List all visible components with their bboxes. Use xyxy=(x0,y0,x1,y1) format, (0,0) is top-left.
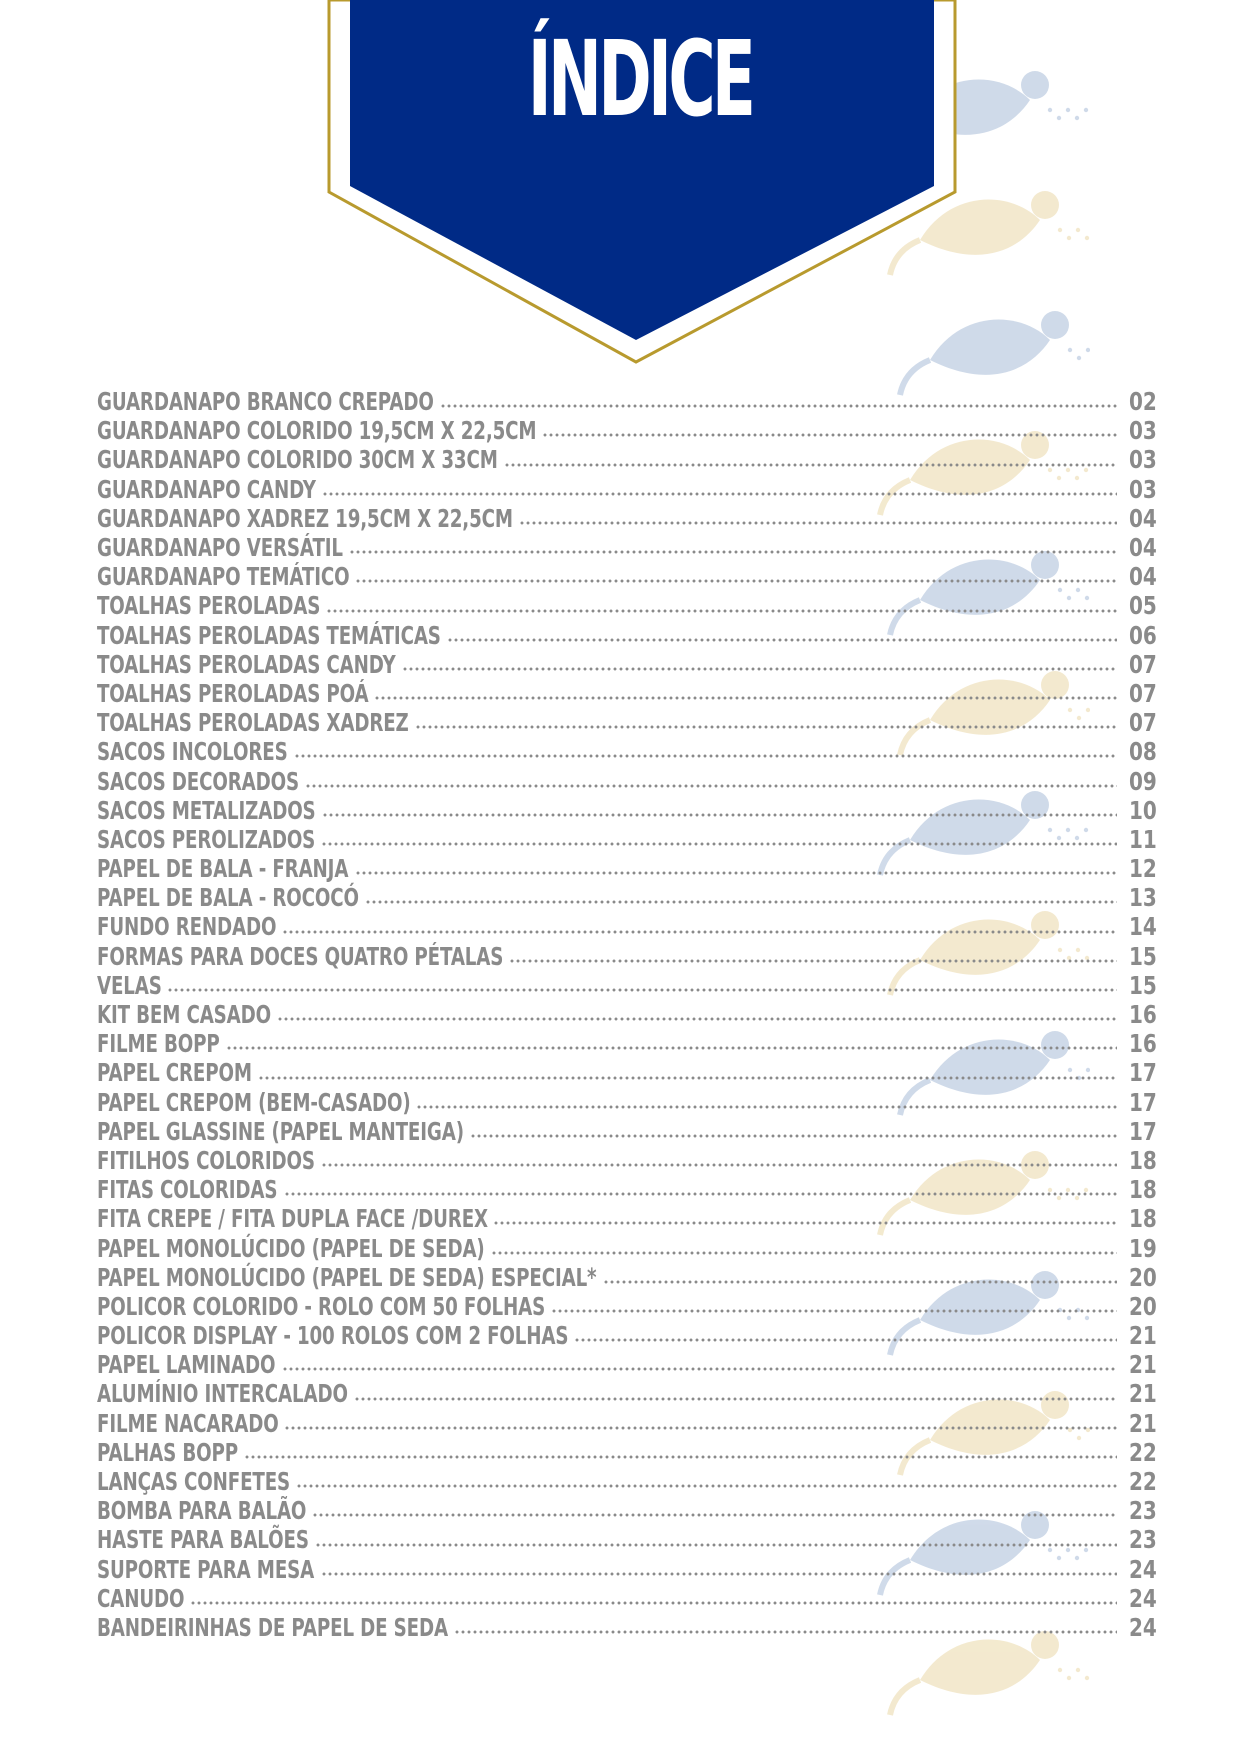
dot-leader xyxy=(447,638,1117,642)
dot-leader xyxy=(542,433,1117,437)
toc-entry-label: PAPEL DE BALA - ROCOCÓ xyxy=(97,883,359,913)
toc-entry-label: PAPEL CREPOM (BEM-CASADO) xyxy=(97,1087,411,1117)
toc-entry xyxy=(97,854,1157,884)
toc-entry xyxy=(97,1029,1157,1059)
dot-leader xyxy=(277,1017,1117,1021)
toc-entry-page: 11 xyxy=(1129,824,1157,854)
toc-entry xyxy=(97,795,1157,825)
toc-entry xyxy=(97,1000,1157,1030)
toc-entry xyxy=(97,1116,1157,1146)
toc-entry xyxy=(97,1291,1157,1321)
toc-entry-page: 03 xyxy=(1129,474,1157,504)
toc-entry-page: 21 xyxy=(1129,1321,1157,1351)
toc-entry xyxy=(97,591,1157,621)
dot-leader xyxy=(312,1513,1117,1517)
toc-entry-page: 24 xyxy=(1129,1583,1157,1613)
toc-entry-page: 17 xyxy=(1129,1116,1157,1146)
toc-entry-label: GUARDANAPO TEMÁTICO xyxy=(97,562,350,592)
toc-entry-page: 21 xyxy=(1129,1379,1157,1409)
dot-leader xyxy=(509,959,1117,963)
toc-entry-label: PALHAS BOPP xyxy=(97,1437,238,1467)
dot-leader xyxy=(305,784,1117,788)
toc-entry xyxy=(97,503,1157,533)
toc-entry-page: 18 xyxy=(1129,1145,1157,1175)
dot-leader xyxy=(294,754,1117,758)
dot-leader xyxy=(321,842,1117,846)
toc-entry-label: SACOS INCOLORES xyxy=(97,737,288,767)
toc-entry xyxy=(97,1262,1157,1292)
toc-entry-page: 15 xyxy=(1129,970,1157,1000)
toc-entry-label: TOALHAS PEROLADAS TEMÁTICAS xyxy=(97,620,441,650)
toc-entry xyxy=(97,708,1157,738)
toc-entry-page: 05 xyxy=(1129,591,1157,621)
toc-entry-page: 16 xyxy=(1129,1029,1157,1059)
toc-entry-page: 08 xyxy=(1129,737,1157,767)
toc-entry xyxy=(97,1612,1157,1642)
dot-leader xyxy=(190,1601,1117,1605)
dot-leader xyxy=(321,1163,1117,1167)
toc-entry-label: GUARDANAPO XADREZ 19,5CM X 22,5CM xyxy=(97,503,513,533)
toc-entry xyxy=(97,912,1157,942)
toc-entry xyxy=(97,474,1157,504)
dot-leader xyxy=(440,404,1117,408)
toc-entry-page: 17 xyxy=(1129,1087,1157,1117)
dot-leader xyxy=(355,871,1117,875)
dot-leader xyxy=(296,1484,1117,1488)
toc-entry xyxy=(97,1058,1157,1088)
toc-entry-page: 03 xyxy=(1129,416,1157,446)
toc-entry xyxy=(97,824,1157,854)
toc-entry xyxy=(97,1554,1157,1584)
dot-leader xyxy=(322,492,1117,496)
toc-entry-label: PAPEL DE BALA - FRANJA xyxy=(97,854,349,884)
toc-entry-label: FITA CREPE / FITA DUPLA FACE /DUREX xyxy=(97,1204,488,1234)
toc-entry-page: 20 xyxy=(1129,1262,1157,1292)
dot-leader xyxy=(374,696,1117,700)
title-banner xyxy=(0,0,1240,370)
toc-entry-label: SACOS DECORADOS xyxy=(97,766,299,796)
toc-entry xyxy=(97,1350,1157,1380)
dot-leader xyxy=(284,1192,1118,1196)
toc-entry xyxy=(97,416,1157,446)
toc-entry-label: PAPEL MONOLÚCIDO (PAPEL DE SEDA) ESPECIAL* xyxy=(97,1262,597,1292)
dot-leader xyxy=(454,1630,1117,1634)
toc-entry-page: 04 xyxy=(1129,562,1157,592)
dot-leader xyxy=(167,988,1117,992)
toc-entry-label: PAPEL GLASSINE (PAPEL MANTEIGA) xyxy=(97,1116,464,1146)
toc-entry xyxy=(97,445,1157,475)
toc-entry xyxy=(97,1321,1157,1351)
dot-leader xyxy=(315,1543,1117,1547)
toc-entry xyxy=(97,1233,1157,1263)
toc-entry xyxy=(97,620,1157,650)
toc-entry xyxy=(97,941,1157,971)
dot-leader xyxy=(282,930,1117,934)
toc-entry-page: 06 xyxy=(1129,620,1157,650)
toc-entry xyxy=(97,1379,1157,1409)
dot-leader xyxy=(355,579,1117,583)
toc-entry-page: 23 xyxy=(1129,1525,1157,1555)
toc-entry xyxy=(97,562,1157,592)
dot-leader xyxy=(258,1076,1117,1080)
toc-entry-page: 24 xyxy=(1129,1612,1157,1642)
table-of-contents xyxy=(97,387,1157,1642)
toc-entry-label: SUPORTE PARA MESA xyxy=(97,1554,315,1584)
toc-entry-label: FITILHOS COLORIDOS xyxy=(97,1145,315,1175)
toc-entry-label: TOALHAS PEROLADAS CANDY xyxy=(97,649,396,679)
toc-entry-label: POLICOR COLORIDO - ROLO COM 50 FOLHAS xyxy=(97,1291,546,1321)
toc-entry-label: PAPEL MONOLÚCIDO (PAPEL DE SEDA) xyxy=(97,1233,485,1263)
toc-entry-label: TOALHAS PEROLADAS XADREZ xyxy=(97,708,409,738)
toc-entry-page: 07 xyxy=(1129,678,1157,708)
toc-entry-page: 03 xyxy=(1129,445,1157,475)
toc-entry xyxy=(97,883,1157,913)
dot-leader xyxy=(574,1338,1117,1342)
dot-leader xyxy=(365,900,1117,904)
dot-leader xyxy=(416,1105,1117,1109)
toc-entry-label: FILME BOPP xyxy=(97,1029,220,1059)
toc-entry-page: 07 xyxy=(1129,649,1157,679)
toc-entry-label: CANUDO xyxy=(97,1583,185,1613)
toc-entry xyxy=(97,1496,1157,1526)
toc-entry-page: 13 xyxy=(1129,883,1157,913)
dot-leader xyxy=(321,1572,1117,1576)
toc-entry-page: 09 xyxy=(1129,766,1157,796)
toc-entry-page: 18 xyxy=(1129,1175,1157,1205)
toc-entry-page: 18 xyxy=(1129,1204,1157,1234)
toc-entry-page: 21 xyxy=(1129,1408,1157,1438)
toc-entry-page: 22 xyxy=(1129,1467,1157,1497)
dot-leader xyxy=(349,550,1117,554)
dot-leader xyxy=(491,1251,1117,1255)
toc-entry-label: FITAS COLORIDAS xyxy=(97,1175,278,1205)
dot-leader xyxy=(322,813,1117,817)
dot-leader xyxy=(402,667,1118,671)
toc-entry-label: POLICOR DISPLAY - 100 ROLOS COM 2 FOLHAS xyxy=(97,1321,569,1351)
toc-entry-label: SACOS PEROLIZADOS xyxy=(97,824,316,854)
toc-entry-label: LANÇAS CONFETES xyxy=(97,1467,291,1497)
toc-entry xyxy=(97,1408,1157,1438)
toc-entry xyxy=(97,1175,1157,1205)
toc-entry-label: GUARDANAPO CANDY xyxy=(97,474,316,504)
toc-entry-page: 22 xyxy=(1129,1437,1157,1467)
toc-entry-label: PAPEL CREPOM xyxy=(97,1058,252,1088)
toc-entry-label: FORMAS PARA DOCES QUATRO PÉTALAS xyxy=(97,941,504,971)
toc-entry-page: 15 xyxy=(1129,941,1157,971)
toc-entry xyxy=(97,1437,1157,1467)
page-title: ÍNDICE xyxy=(527,18,753,140)
toc-entry-label: ALUMÍNIO INTERCALADO xyxy=(97,1379,348,1409)
dot-leader xyxy=(519,521,1117,525)
toc-entry-label: GUARDANAPO BRANCO CREPADO xyxy=(97,387,434,417)
toc-entry xyxy=(97,678,1157,708)
dot-leader xyxy=(470,1134,1117,1138)
toc-entry-page: 24 xyxy=(1129,1554,1157,1584)
toc-entry-label: TOALHAS PEROLADAS POÁ xyxy=(97,678,369,708)
dot-leader xyxy=(493,1221,1117,1225)
toc-entry-page: 20 xyxy=(1129,1291,1157,1321)
toc-entry-label: SACOS METALIZADOS xyxy=(97,795,316,825)
toc-entry-label: GUARDANAPO COLORIDO 30CM X 33CM xyxy=(97,445,498,475)
toc-entry-label: VELAS xyxy=(97,970,162,1000)
toc-entry xyxy=(97,649,1157,679)
toc-entry-label: GUARDANAPO VERSÁTIL xyxy=(97,533,343,563)
toc-entry-page: 23 xyxy=(1129,1496,1157,1526)
toc-entry xyxy=(97,766,1157,796)
dot-leader xyxy=(244,1455,1117,1459)
toc-entry-page: 12 xyxy=(1129,854,1157,884)
toc-entry-page: 07 xyxy=(1129,708,1157,738)
toc-entry-page: 17 xyxy=(1129,1058,1157,1088)
decorative-figure xyxy=(890,1631,1090,1715)
toc-entry xyxy=(97,387,1157,417)
dot-leader xyxy=(284,1426,1117,1430)
dot-leader xyxy=(415,725,1117,729)
toc-entry-page: 04 xyxy=(1129,503,1157,533)
toc-entry-page: 10 xyxy=(1129,795,1157,825)
dot-leader xyxy=(326,609,1117,613)
dot-leader xyxy=(354,1397,1118,1401)
toc-entry xyxy=(97,533,1157,563)
toc-entry xyxy=(97,1145,1157,1175)
toc-entry-label: HASTE PARA BALÕES xyxy=(97,1525,309,1555)
toc-entry-label: FILME NACARADO xyxy=(97,1408,279,1438)
toc-entry-page: 19 xyxy=(1129,1233,1157,1263)
toc-entry-label: TOALHAS PEROLADAS xyxy=(97,591,321,621)
toc-entry xyxy=(97,1467,1157,1497)
dot-leader xyxy=(603,1280,1117,1284)
toc-entry-page: 14 xyxy=(1129,912,1157,942)
toc-entry xyxy=(97,1087,1157,1117)
toc-entry xyxy=(97,737,1157,767)
dot-leader xyxy=(226,1046,1117,1050)
toc-entry-page: 16 xyxy=(1129,1000,1157,1030)
toc-entry xyxy=(97,1204,1157,1234)
toc-entry-page: 21 xyxy=(1129,1350,1157,1380)
toc-entry-label: GUARDANAPO COLORIDO 19,5CM X 22,5CM xyxy=(97,416,537,446)
toc-entry xyxy=(97,1525,1157,1555)
toc-entry-label: FUNDO RENDADO xyxy=(97,912,277,942)
toc-entry-label: BANDEIRINHAS DE PAPEL DE SEDA xyxy=(97,1612,448,1642)
toc-entry-label: KIT BEM CASADO xyxy=(97,1000,272,1030)
dot-leader xyxy=(504,463,1117,467)
dot-leader xyxy=(282,1367,1117,1371)
toc-entry xyxy=(97,1583,1157,1613)
toc-entry-label: PAPEL LAMINADO xyxy=(97,1350,276,1380)
toc-entry-page: 02 xyxy=(1129,387,1157,417)
toc-entry-label: BOMBA PARA BALÃO xyxy=(97,1496,307,1526)
toc-entry xyxy=(97,970,1157,1000)
dot-leader xyxy=(551,1309,1117,1313)
toc-entry-page: 04 xyxy=(1129,533,1157,563)
